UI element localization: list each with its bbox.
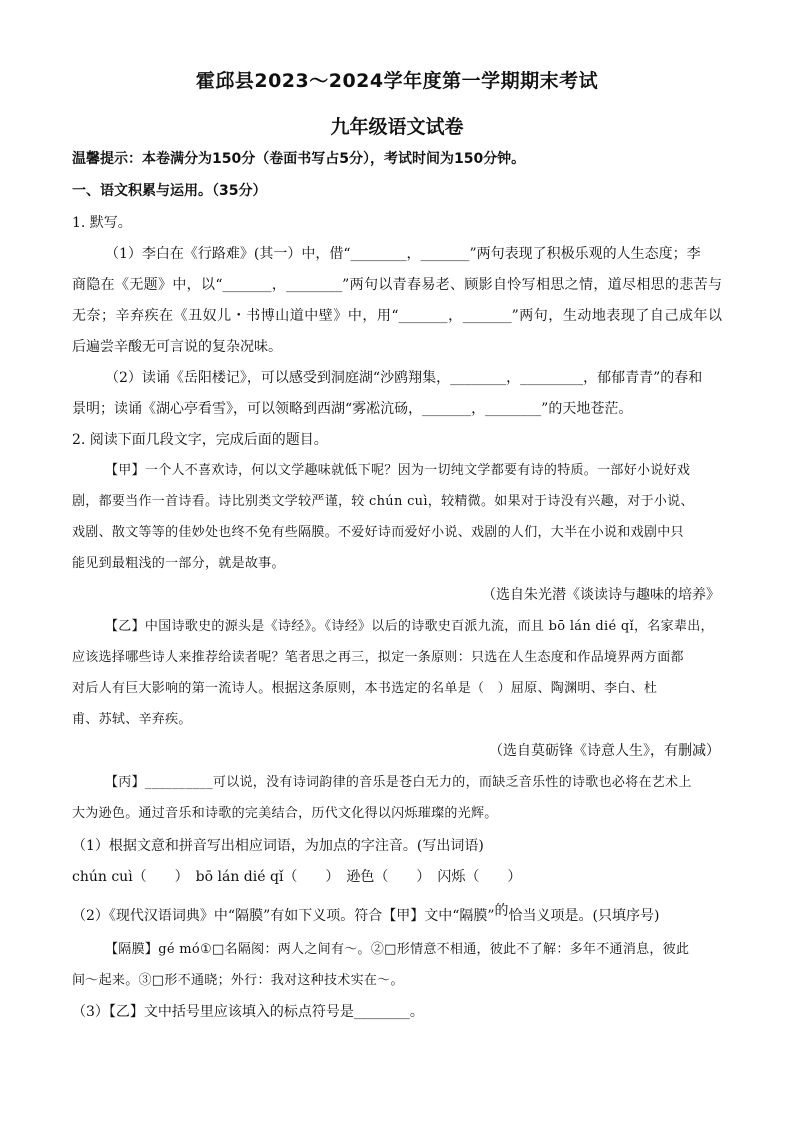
q1-part1-line: （1）李白在《行路难》(其一）中，借“________，_______”两句表现了积极乐观的人生态度；李 xyxy=(105,246,701,262)
passage-yi-line: 应该选择哪些诗人来推荐给读者呢？笔者思之再三，拟定一条原则：只选在人生态度和作品境界两方面都 xyxy=(72,650,684,665)
q1-part1-line: 商隐在《无题》中，以“_______，________”两句以青春易老、顾影自怜写相思之情，道尽相思的悲苦与 xyxy=(72,277,722,293)
passage-jia-source: （选自朱光潜《谈读诗与趣味的培养》 xyxy=(482,587,720,603)
passage-yi-line: 【乙】中国诗歌史的源头是《诗经》。《诗经》以后的诗歌史百派九流，而且 bō lán dié qǐ，名家辈出， xyxy=(105,619,714,634)
q2-sub2 xyxy=(72,903,722,926)
passage-jia-line: 戏剧、散文等等的佳妙处也终不免有些隔膜。不爱好诗而爱好小说、戏剧的人们，大半在小说和戏剧中只 xyxy=(72,525,684,540)
q1-part1-line: 后遍尝辛酸无可言说的复杂况味。 xyxy=(72,339,282,355)
q2-sub2-text-b: 恰当义项是。(只填序号) xyxy=(508,908,660,924)
q2-sub2-text-a: （2）《现代汉语词典》中“隔膜”有如下义项。符合【甲】文中“隔膜” xyxy=(72,908,495,924)
q2-sub3: （3）【乙】文中括号里应该填入的标点符号是________。 xyxy=(72,1004,424,1020)
q2-sub1-items: chún cuì（ ） bō lán dié qǐ（ ） 逊色（ ） 闪烁（ ） xyxy=(72,869,522,885)
passage-bing-line: 大为逊色。通过音乐和诗歌的完美结合，历代文化得以闪烁璀璨的光辉。 xyxy=(72,806,498,821)
q2-sub1: （1）根据文意和拼音写出相应词语，为加点的字注音。(写出词语) xyxy=(72,838,484,854)
dict-entry-line: 间～起来。③□形不通晓；外行：我对这种技术实在～。 xyxy=(72,973,404,988)
passage-jia-line: 剧，都要当作一首诗看。诗比别类文学较严谨，较 chún cuì，较精微。如果对于诗没有兴趣，对于小说、 xyxy=(72,494,694,509)
q2-sub2-de: 的 xyxy=(494,903,509,919)
dict-entry-line: 【隔膜】gé mó①□名隔阂：两人之间有～。②□形情意不相通，彼此不了解：多年不通消息，彼此 xyxy=(105,942,690,957)
passage-yi-line: 对后人有巨大影响的第一流诗人。根据这条原则，本书选定的名单是（ ）屈原、陶渊明、李白、杜 xyxy=(72,681,658,696)
exam-subtitle: 九年级语文试卷 xyxy=(330,116,464,138)
exam-notice: 温馨提示：本卷满分为150分（卷面书写占5分），考试时间为150分钟。 xyxy=(72,151,526,167)
q2-label: 2. 阅读下面几段文字，完成后面的题目。 xyxy=(72,432,328,448)
passage-bing-line: 【丙】__________可以说，没有诗词韵律的音乐是苍白无力的，而缺乏音乐性的诗歌也必将在艺术上 xyxy=(105,775,692,790)
passage-jia-line: 能见到最粗浅的一部分，就是故事。 xyxy=(72,556,285,571)
q1-part2-line: （2）读诵《岳阳楼记》，可以感受到洞庭湖“沙鸥翔集，________，_________，郁郁青青”的春和 xyxy=(105,370,703,386)
exam-title: 霍邱县2023～2024学年度第一学期期末考试 xyxy=(195,70,599,92)
q1-part2-line: 景明；读诵《湖心亭看雪》，可以领略到西湖“雾凇沆砀，_______，________”的天地苍茫。 xyxy=(72,401,633,417)
q1-part1-line: 无奈；辛弃疾在《丑奴儿・书博山道中壁》中，用“_______，_______”两句，生动地表现了自己成年以 xyxy=(72,308,722,324)
passage-yi-line: 甫、苏轼、辛弃疾。 xyxy=(72,712,192,727)
passage-jia-line: 【甲】一个人不喜欢诗，何以文学趣味就低下呢？因为一切纯文学都要有诗的特质。一部好小说好戏 xyxy=(105,463,691,478)
q1-label: 1. 默写。 xyxy=(72,215,132,231)
passage-yi-source: （选自莫砺锋《诗意人生》，有删减） xyxy=(489,743,720,759)
section1-heading: 一、语文积累与运用。（35分） xyxy=(72,183,267,199)
